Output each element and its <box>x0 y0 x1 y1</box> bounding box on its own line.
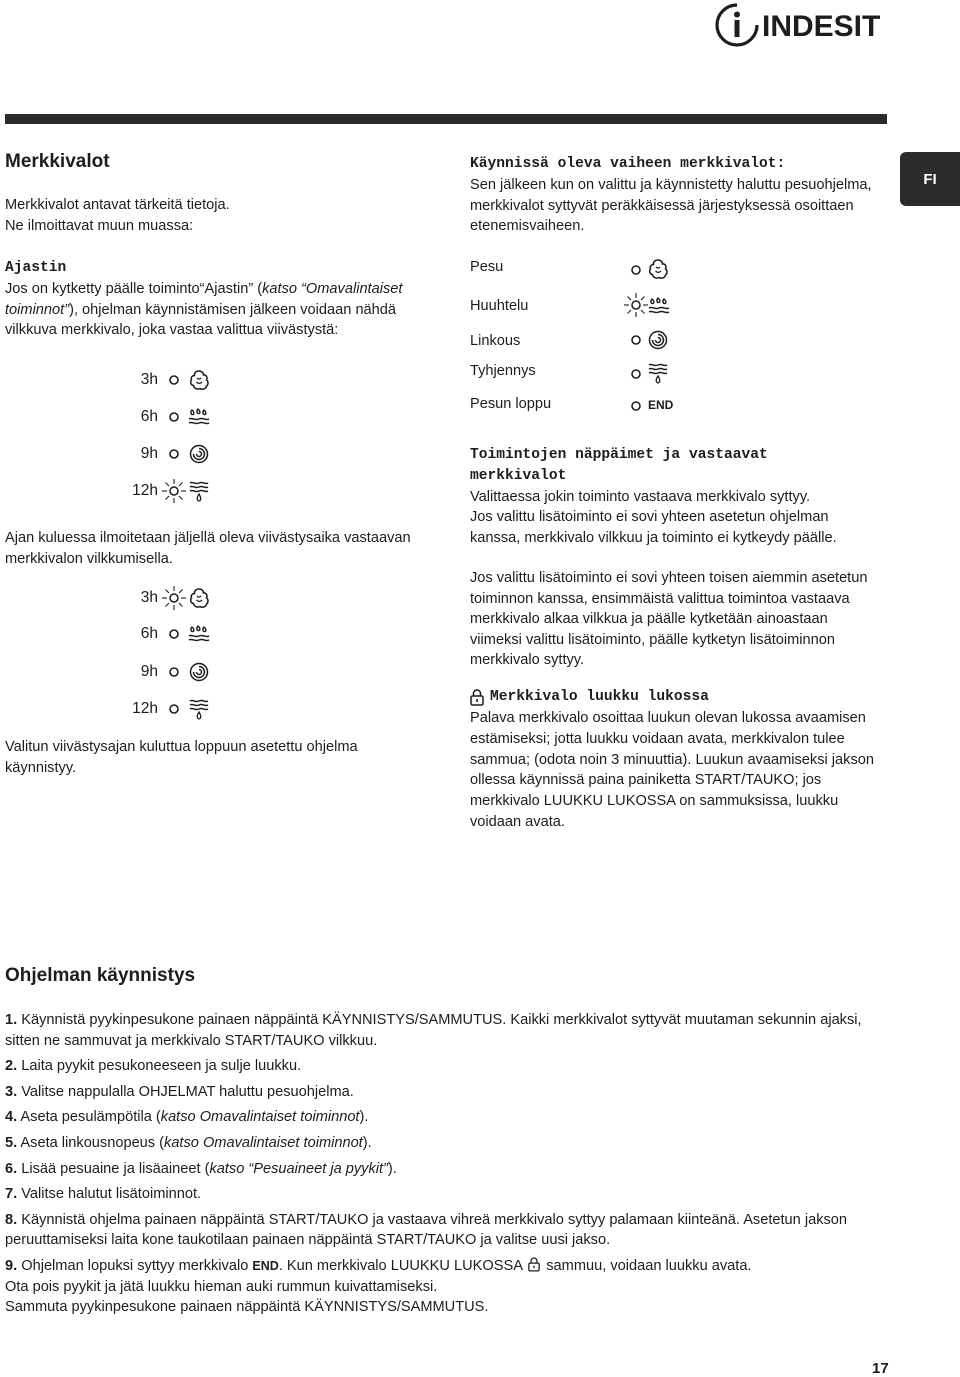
wash-icon <box>189 587 209 609</box>
drain-icon <box>189 479 209 503</box>
phase-heading: Käynnissä oleva vaiheen merkkivalot: <box>470 156 786 172</box>
intro-line-2: Ne ilmoittavat muun muassa: <box>5 218 194 234</box>
delay-row-3h: 3h <box>130 367 209 393</box>
end-icon: END <box>648 398 674 412</box>
phase-paragraph: Sen jälkeen kun on valittu ja käynnistetty haluttu pesuohjelma, merkkivalot syttyvät peräkkäisessä järjestyksessä osoittaen etenemisvaiheen. <box>470 177 872 235</box>
section-title-start: Ohjelman käynnistys <box>5 965 196 986</box>
function-keys-p3: Jos valittu lisätoiminto ei sovi yhteen toisen aiemmin asetetun toiminnon kanssa, ensimmäistä valittua toimintoa vastaava merkkivalo alkaa vilkkua ja päälle kytketään ainoastaan viimeksi valittu lisätoiminto, päälle kytketyn lisätoiminnon merkkivalo syttyy. <box>470 570 868 669</box>
rinse-icon <box>188 624 210 644</box>
phase-row-end: Pesun loppu END <box>470 396 674 412</box>
rinse-icon <box>648 296 670 316</box>
drain-icon <box>189 697 209 721</box>
function-keys-p1: Valittaessa jokin toiminto vastaava merkkivalo syttyy. <box>470 489 811 505</box>
led-icon <box>168 666 180 678</box>
wash-icon <box>648 258 668 280</box>
indesit-logo-icon <box>714 2 760 48</box>
spin-icon <box>189 662 209 682</box>
step-1: 1. Käynnistä pyykinpesukone painaen näppäintä KÄYNNISTYS/SAMMUTUS. Kaikki merkkivalot syttyvät muutaman sekunnin ajaksi, sitten ne sammuvat ja merkkivalo START/TAUKO vilkkuu. <box>5 1012 862 1049</box>
lock-icon <box>528 1256 540 1272</box>
step-7: 7. Valitse halutut lisätoiminnot. <box>5 1186 202 1203</box>
language-code: FI <box>923 170 937 188</box>
step-4: 4. Aseta pesulämpötila (katso Omavalintaiset toiminnot). <box>5 1109 369 1126</box>
countdown-paragraph: Ajan kuluessa ilmoitetaan jäljellä oleva viivästysaika vastaavan merkkivalon vilkkumisella. <box>5 530 411 567</box>
spin-icon <box>189 444 209 464</box>
intro-line-1: Merkkivalot antavat tärkeitä tietoja. <box>5 197 230 213</box>
delay-row-6h: 6h <box>130 404 210 430</box>
led-icon <box>630 368 642 380</box>
step-9-line-3: Sammuta pyykinpesukone painaen näppäintä KÄYNNISTYS/SAMMUTUS. <box>5 1299 489 1316</box>
start-steps <box>5 1010 875 1318</box>
phase-row-rinse: Huuhtelu <box>470 298 700 320</box>
delay-row-12h: 12h <box>130 478 209 504</box>
door-lock-heading: Merkkivalo luukku lukossa <box>470 687 709 708</box>
blinking-led-icon <box>161 585 187 611</box>
phase-row-wash: Pesu <box>470 259 700 281</box>
ajastin-heading: Ajastin <box>5 260 67 276</box>
step-6: 6. Lisää pesuaine ja lisäaineet (katso “Pesuaineet ja pyykit”). <box>5 1160 397 1177</box>
brand-name: INDESIT <box>762 10 881 43</box>
step-9-line-2: Ota pois pyykit ja jätä luukku hieman auki rummun kuivattamiseksi. <box>5 1278 438 1295</box>
blinking-led-icon <box>623 292 649 318</box>
delay-end-paragraph: Valitun viivästysajan kuluttua loppuun asetettu ohjelma käynnistyy. <box>5 739 358 776</box>
wash-icon <box>189 369 209 391</box>
step-2: 2. Laita pyykit pesukoneeseen ja sulje luukku. <box>5 1058 302 1075</box>
countdown-row-12h: 12h <box>130 696 209 722</box>
led-icon <box>168 703 180 715</box>
delay-row-9h: 9h <box>130 441 209 467</box>
led-icon <box>630 400 642 412</box>
step-3: 3. Valitse nappulalla OHJELMAT haluttu pesuohjelma. <box>5 1083 354 1100</box>
phase-row-spin: Linkous <box>470 333 700 355</box>
blinking-led-icon <box>161 478 187 504</box>
spin-icon <box>648 330 668 350</box>
step-5: 5. Aseta linkousnopeus (katso Omavalintaiset toiminnot). <box>5 1134 372 1151</box>
lock-icon <box>470 688 484 706</box>
step-9: 9. Ohjelman lopuksi syttyy merkkivalo END. Kun merkkivalo LUUKKU LUKOSSA sammuu, voidaan luukku avata. <box>5 1257 752 1274</box>
function-keys-p2: Jos valittu lisätoiminto ei sovi yhteen asetetun ohjelman kanssa, merkkivalo vilkkuu ja toiminto ei kytkeydy päälle. <box>470 509 837 546</box>
language-tab <box>900 152 960 206</box>
countdown-row-9h: 9h <box>130 659 209 685</box>
rinse-icon <box>188 407 210 427</box>
led-icon <box>168 448 180 460</box>
step-8: 8. Käynnistä ohjelma painaen näppäintä START/TAUKO ja vastaava vihreä merkkivalo syttyy palamaan kiinteänä. Asetetun jakson peruuttamiseksi laita kone taukotilaan painaen näppäintä START/TAUKO ja valitse uusi jakso. <box>5 1211 848 1249</box>
function-keys-heading: Toimintojen näppäimet ja vastaavat merkkivalot <box>470 447 768 484</box>
led-icon <box>168 374 180 386</box>
drain-icon <box>648 361 668 385</box>
led-icon <box>630 264 642 276</box>
door-lock-paragraph: Palava merkkivalo osoittaa luukun olevan lukossa avaamisen estämiseksi; jotta luukku voidaan avata, merkkivalon tulee sammua; (odota noin 3 minuuttia). Luukun avaamiseksi jakson ollessa käynnissä paina painiketta START/TAUKO; jos merkkivalo LUUKKU LUKOSSA on sammuksissa, luukku voidaan avata. <box>470 710 874 830</box>
countdown-row-3h: 3h <box>130 585 209 611</box>
end-icon: END <box>252 1258 279 1273</box>
led-icon <box>168 411 180 423</box>
countdown-row-6h: 6h <box>130 621 210 647</box>
ajastin-paragraph: Jos on kytketty päälle toiminto“Ajastin” (katso “Omavalintaiset toiminnot”), ohjelman käynnistämisen jälkeen voidaan nähdä vilkkuva merkkivalo, joka vastaa valittua viivästystä: <box>5 281 403 339</box>
phase-row-drain: Tyhjennys <box>470 363 700 385</box>
led-icon <box>630 334 642 346</box>
brand-logo <box>714 2 890 48</box>
section-title-merkkivalot: Merkkivalot <box>5 151 110 172</box>
led-icon <box>168 628 180 640</box>
page-number: 17 <box>872 1360 889 1377</box>
header-rule <box>5 114 887 124</box>
